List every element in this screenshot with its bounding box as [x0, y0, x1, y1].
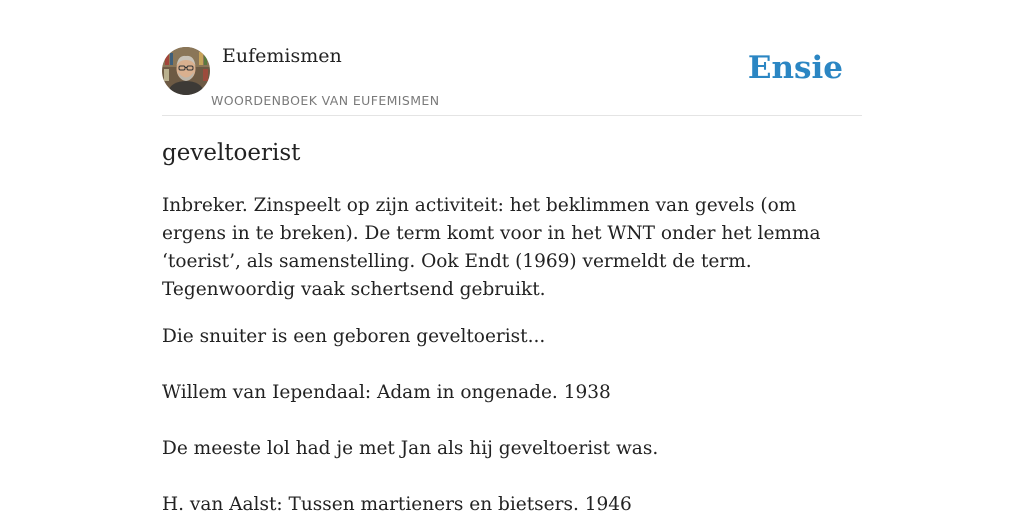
quote-source: Willem van Iependaal: Adam in ongenade. 1938 — [162, 382, 611, 403]
author-avatar[interactable] — [162, 47, 210, 95]
quote-text: De meeste lol had je met Jan als hij geveltoerist was. — [162, 438, 659, 459]
author-name[interactable]: Eufemismen — [222, 45, 342, 67]
quote-text: Die snuiter is een geboren geveltoerist... — [162, 326, 546, 347]
entry-definition: Inbreker. Zinspeelt op zijn activiteit: het beklimmen van gevels (om ergens in te breken). De term komt voor in het WNT onder het lemma ‘toerist’, als samenstelling. Ook Endt (1969) vermeldt de term. Tegenwoordig vaak schertsend gebruikt. — [162, 195, 821, 300]
entry-header — [162, 0, 862, 116]
page — [162, 0, 862, 512]
quote-source: H. van Aalst: Tussen martieners en bietsers. 1946 — [162, 494, 632, 512]
dictionary-name[interactable]: WOORDENBOEK VAN EUFEMISMEN — [211, 93, 440, 108]
entry-title: geveltoerist — [162, 140, 301, 166]
site-logo[interactable]: Ensie — [747, 50, 843, 86]
author-portrait-icon — [162, 47, 210, 95]
